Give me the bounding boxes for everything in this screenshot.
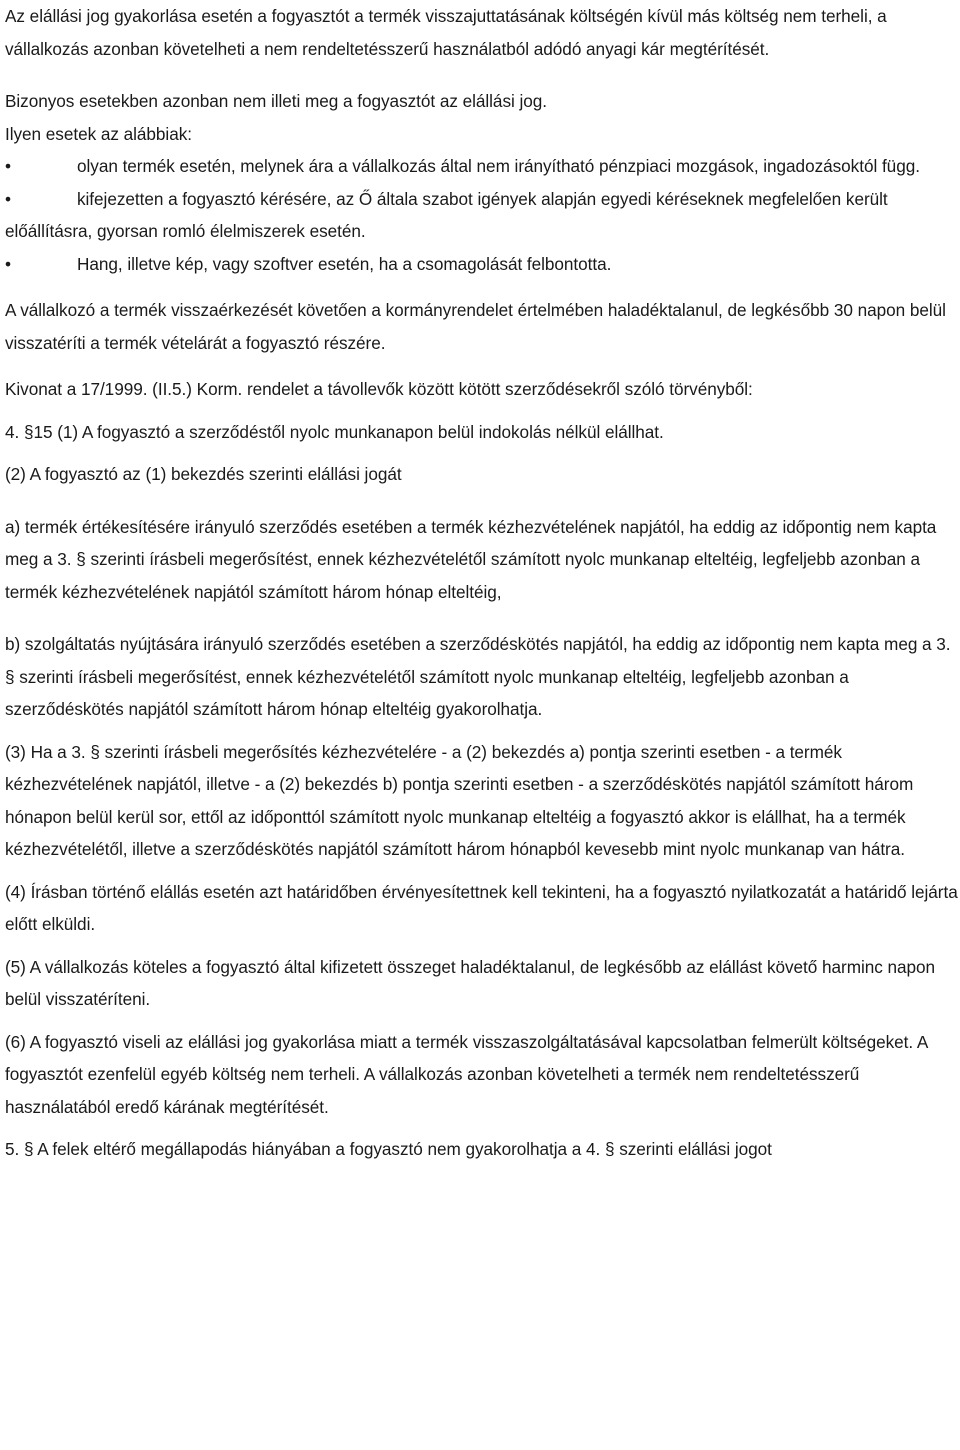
paragraph-section-4-1: 4. §15 (1) A fogyasztó a szerződéstől nyolc munkanapon belül indokolás nélkül elállhat. [5, 421, 664, 442]
paragraph-decree-extract: Kivonat a 17/1999. (II.5.) Korm. rendelet a távollevők között kötött szerződésekről szóló törvényből: [5, 379, 753, 399]
paragraph-section-4-2-b: b) szolgáltatás nyújtására irányuló szerződés esetében a szerződéskötés napjától, ha eddig az időpontig nem kapta meg a 3. § szerinti írásbeli megerősítést, ennek kézhezvételétől számított nyolc munkanap elteltéig, legfeljebb azonban a szerződéskötés napjától számított három hónap elteltéig gyakorolhatja. [5, 634, 951, 719]
paragraph-cost-of-withdrawal: Az elállási jog gyakorlása esetén a fogyasztót a termék visszajuttatásának költségén kívül más költség nem terheli, a vállalkozás azonban követelheti a nem rendeltetésszerű használatból adódó anyagi kár megtérítését. [5, 6, 887, 59]
bullet-icon: • [5, 253, 11, 274]
paragraph-section-4-5: (5) A vállalkozás köteles a fogyasztó által kifizetett összeget haladéktalanul, de legkésőbb az elállást követő harminc napon belül visszatéríteni. [5, 956, 936, 1009]
paragraph-section-4-2: (2) A fogyasztó az (1) bekezdés szerinti elállási jogát [5, 464, 402, 484]
list-item-text: Hang, illetve kép, vagy szoftver esetén, ha a csomagolását felbontotta. [77, 253, 612, 274]
list-item-text: olyan termék esetén, melynek ára a vállalkozás által nem irányítható pénzpiaci mozgások, ingadozásoktól függ. [77, 156, 920, 176]
paragraph-section-4-4: (4) Írásban történő elállás esetén azt határidőben érvényesítettnek kell tekinteni, ha a fogyasztó nyilatkozatát a határidő lejárta előtt elküldi. [5, 881, 958, 934]
paragraph-section-4-2-a: a) termék értékesítésére irányuló szerződés esetében a termék kézhezvételének napjától, ha eddig az időpontig nem kapta meg a 3. § szerinti írásbeli megerősítést, ennek kézhezvételétől számított nyolc munkanap elteltéig, legfeljebb azonban a termék kézhezvételének napjától számított három hónap elteltéig, [5, 516, 937, 602]
paragraph-section-4-6: (6) A fogyasztó viseli az elállási jog gyakorlása miatt a termék visszaszolgáltatásával kapcsolatban felmerült költségeket. A fogyasztót ezenfelül egyéb költség nem terheli. A vállalkozás azonban követelheti a termék nem rendeltetésszerű használatából eredő kárának megtérítését. [5, 1031, 928, 1117]
paragraph-section-4-3: (3) Ha a 3. § szerinti írásbeli megerősítés kézhezvételére - a (2) bekezdés a) pontja szerinti esetben - a termék kézhezvételének napjától, illetve - a (2) bekezdés b) pontja szerinti esetben - a szerződéskötés napjától számított három hónapon belül kerül sor, ettől az időponttól számított nyolc munkanap elteltéig a fogyasztó akkor is elállhat, ha a termék kézhezvételétől, illetve a szerződéskötés napjától számított három hónapból kevesebb mint nyolc munkanap van hátra. [5, 741, 914, 859]
list-item [5, 150, 960, 183]
bullet-icon: • [5, 156, 11, 176]
paragraph-cases-heading: Ilyen esetek az alábbiak: [5, 123, 192, 144]
paragraph-refund: A vállalkozó a termék visszaérkezését követően a kormányrendelet értelmében haladéktalanul, de legkésőbb 30 napon belül visszatéríti a termék vételárát a fogyasztó részére. [5, 300, 946, 353]
list-item [5, 248, 960, 281]
paragraph-section-5: 5. § A felek eltérő megállapodás hiányában a fogyasztó nem gyakorolhatja a 4. § szerinti elállási jogot [5, 1139, 772, 1159]
list-item-text: kifejezetten a fogyasztó kérésére, az Ő általa szabot igények alapján egyedi kéréseknek megfelelően került előállításra, gyorsan romló élelmiszerek esetén. [5, 188, 888, 241]
list-item [5, 183, 960, 248]
paragraph-exceptions-intro: Bizonyos esetekben azonban nem illeti meg a fogyasztót az elállási jog. [5, 91, 547, 111]
document-body [5, 0, 960, 1166]
bullet-icon: • [5, 188, 11, 209]
